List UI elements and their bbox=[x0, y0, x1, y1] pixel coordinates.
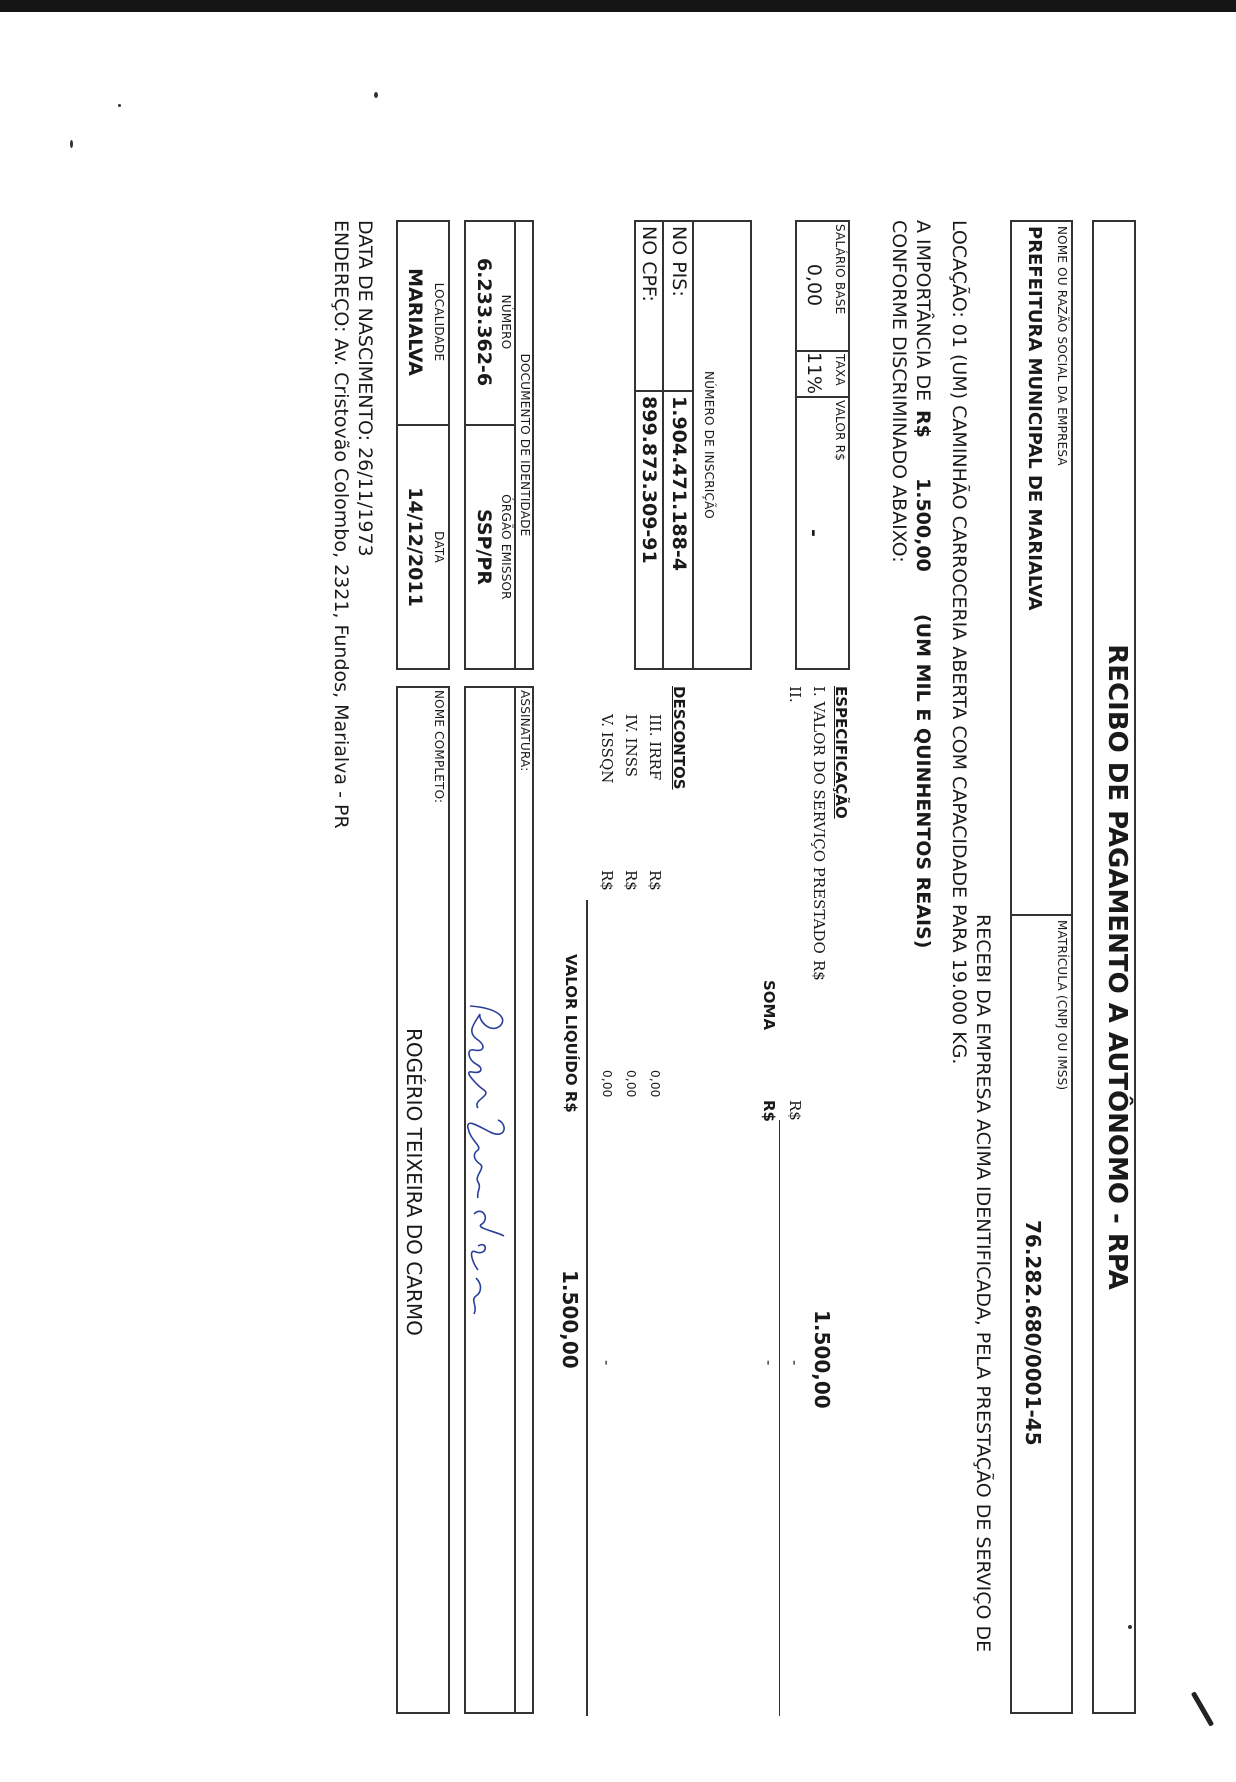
identity-issuer-label: ÓRGÃO EMISSOR bbox=[499, 494, 513, 600]
sum-currency: R$ bbox=[760, 1100, 778, 1122]
rpa-document bbox=[140, 220, 1140, 1780]
spec-item-2-value: - bbox=[786, 1360, 804, 1366]
sum-value: - bbox=[760, 1360, 778, 1366]
company-reg-label: MATRÍCULA (CNPJ OU IMSS) bbox=[1055, 920, 1069, 1091]
company-divider bbox=[1010, 914, 1073, 916]
scan-speck bbox=[70, 140, 73, 148]
handwritten-signature bbox=[456, 1000, 518, 1320]
issqn-value: 0,00 bbox=[600, 1070, 614, 1098]
identity-header: DOCUMENTO DE IDENTIDADE bbox=[518, 353, 532, 537]
registration-col-line bbox=[634, 390, 694, 392]
date-value: 14/12/2011 bbox=[404, 487, 426, 607]
tax-rate-header: TAXA bbox=[833, 354, 847, 386]
identity-number: 6.233.362-6 bbox=[473, 257, 495, 387]
irrf-value: 0,00 bbox=[648, 1070, 662, 1098]
statement-line-4: CONFORME DISCRIMINADO ABAIXO: bbox=[888, 220, 910, 563]
statement-line-1: RECEBI DA EMPRESA ACIMA IDENTIFICADA, PELA PRESTAÇÃO DE SERVIÇO DE bbox=[972, 914, 994, 1653]
tax-value-header: VALOR R$ bbox=[833, 400, 847, 462]
signature-label: ASSINATURA: bbox=[518, 690, 532, 772]
company-reg: 76.282.680/0001-45 bbox=[1021, 1220, 1045, 1446]
locality-value: MARIALVA bbox=[404, 268, 426, 376]
spec-item-1-label: I. VALOR DO SERVIÇO PRESTADO bbox=[810, 686, 828, 954]
date-label: DATA bbox=[432, 531, 446, 563]
net-label: VALOR LIQUÍDO R$ bbox=[562, 954, 580, 1113]
locality-label: LOCALIDADE bbox=[432, 282, 446, 362]
registration-row-line bbox=[692, 220, 694, 670]
pis-label: NO PIS: bbox=[668, 226, 690, 297]
issqn-label: V. ISSQN bbox=[598, 714, 616, 784]
inss-value: 0,00 bbox=[624, 1070, 638, 1098]
discounts-header: DESCONTOS bbox=[670, 686, 688, 790]
scan-top-border bbox=[0, 0, 1236, 12]
identity-row-line bbox=[514, 220, 516, 670]
cpf-value: 899.873.309-91 bbox=[638, 396, 660, 564]
company-name-label: NOME OU RAZÃO SOCIAL DA EMPRESA bbox=[1055, 226, 1069, 466]
full-name-label: NOME COMPLETO: bbox=[432, 690, 446, 804]
amount-words: (UM MIL E QUINHENTOS REAIS) bbox=[912, 614, 934, 949]
registration-header: NÚMERO DE INSCRIÇÃO bbox=[702, 371, 716, 519]
scan-speck bbox=[118, 104, 121, 107]
scan-speck bbox=[374, 92, 378, 98]
discount-total: - bbox=[598, 1360, 616, 1366]
net-value: 1.500,00 bbox=[558, 1270, 582, 1369]
tax-base-value: 0,00 bbox=[803, 263, 825, 307]
address: ENDEREÇO: Av. Cristovão Colombo, 2321, Fundos, Marialva - PR bbox=[330, 220, 352, 829]
birth-date: DATA DE NASCIMENTO: 26/11/1973 bbox=[354, 220, 376, 557]
sum-label: SOMA bbox=[760, 980, 778, 1031]
scan-mark bbox=[1191, 1691, 1214, 1726]
inss-currency: R$ bbox=[622, 870, 640, 891]
registration-row-line bbox=[662, 220, 664, 670]
spec-item-2-label: II. bbox=[786, 686, 804, 703]
issqn-currency: R$ bbox=[598, 870, 616, 891]
amount-value: 1.500,00 bbox=[912, 478, 934, 572]
document-title: RECIBO DE PAGAMENTO A AUTÔNOMO - RPA bbox=[1102, 644, 1132, 1290]
identity-number-label: NÚMERO bbox=[499, 294, 513, 350]
inss-label: IV. INSS bbox=[622, 714, 640, 778]
tax-value-value: - bbox=[803, 529, 825, 537]
tax-rate-value: 11% bbox=[803, 351, 825, 395]
amount-currency: R$ bbox=[912, 410, 934, 438]
specification-header: ESPECIFICAÇÃO bbox=[832, 686, 850, 819]
company-name: PREFEITURA MUNICIPAL DE MARIALVA bbox=[1024, 226, 1045, 611]
spec-item-2-currency: R$ bbox=[786, 1100, 804, 1121]
full-name-value: ROGÉRIO TEIXEIRA DO CARMO bbox=[402, 1028, 426, 1336]
spec-item-1-value: 1.500,00 bbox=[810, 1310, 834, 1409]
cpf-label: NO CPF: bbox=[638, 226, 660, 302]
irrf-label: III. IRRF bbox=[646, 714, 664, 781]
amount-prefix: A IMPORTÂNCIA DE bbox=[912, 220, 934, 402]
irrf-currency: R$ bbox=[646, 870, 664, 891]
identity-issuer: SSP/PR bbox=[473, 509, 495, 585]
pis-value: 1.904.471.188-4 bbox=[668, 396, 690, 571]
statement-line-2: LOCAÇÃO: 01 (UM) CAMINHÃO CARROCERIA ABERTA COM CAPACIDADE PARA 19.000 KG. bbox=[948, 220, 970, 1065]
net-rule bbox=[586, 900, 588, 1716]
spec-item-1-currency: R$ bbox=[810, 960, 828, 981]
tax-base-header: SALÁRIO BASE bbox=[833, 224, 847, 315]
sum-rule bbox=[779, 1120, 780, 1716]
